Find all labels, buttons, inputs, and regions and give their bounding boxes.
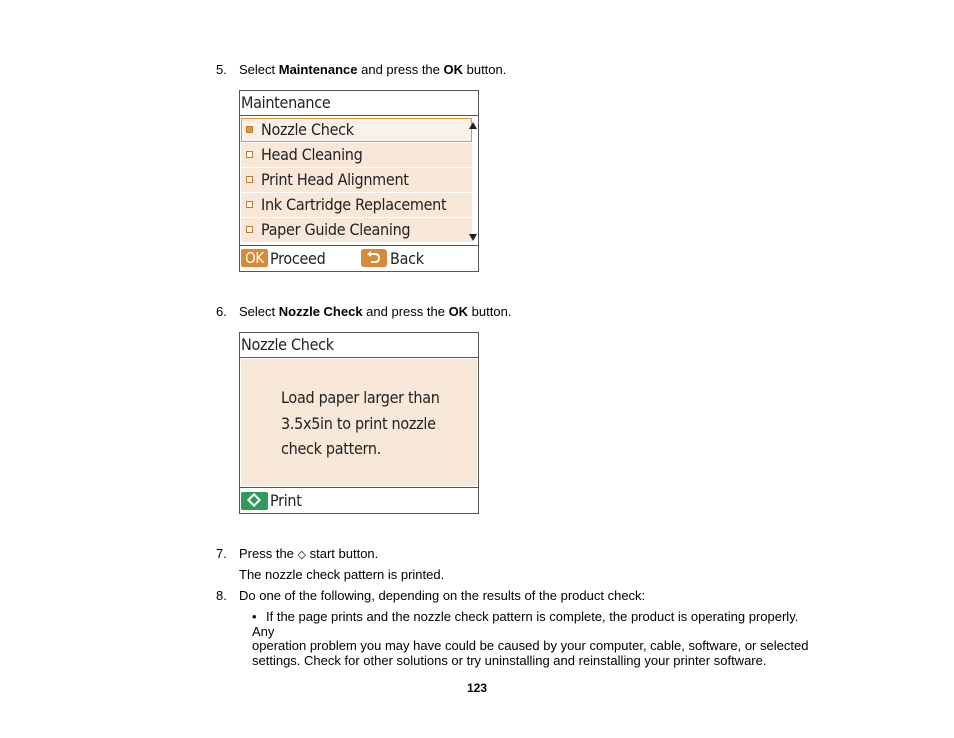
maintenance-screen — [239, 90, 479, 272]
start-diamond-icon: ◇ — [297, 548, 306, 561]
step-text: Do one of the following, depending on the results of the product check: — [239, 588, 646, 603]
menu-item-ink-cartridge-replacement[interactable] — [241, 193, 472, 217]
screen-title: Nozzle Check — [240, 333, 478, 358]
step-bold-term: OK — [448, 304, 469, 319]
message-line: Load paper larger than — [281, 388, 440, 407]
nozzle-check-screen — [239, 332, 479, 514]
menu-item-head-cleaning[interactable] — [241, 143, 472, 167]
menu-item-label: Nozzle Check — [261, 120, 354, 139]
proceed-label: Proceed — [270, 249, 326, 268]
step-text: start button. — [306, 546, 379, 561]
scroll-down-arrow-icon[interactable] — [469, 234, 477, 241]
step-5 — [216, 62, 506, 78]
message-line: 3.5x5in to print nozzle — [281, 413, 436, 433]
step-bold-term: Maintenance — [278, 62, 358, 77]
square-icon — [246, 226, 253, 233]
menu-item-paper-guide-cleaning[interactable] — [241, 218, 472, 242]
step-bold-term: OK — [443, 62, 463, 77]
screen-title: Maintenance — [240, 91, 478, 116]
step-7-note: The nozzle check pattern is printed. — [239, 567, 445, 582]
scroll-up-arrow-icon[interactable] — [469, 122, 477, 129]
return-arrow-icon — [361, 249, 387, 267]
step-bold-term: Nozzle Check — [278, 304, 363, 319]
screen-footer — [240, 487, 478, 513]
back-label: Back — [390, 249, 424, 268]
step-number: 5. — [216, 62, 227, 77]
step-number: 8. — [216, 588, 227, 603]
start-diamond-icon — [247, 493, 261, 507]
bullet-line: operation problem you may have could be caused by your computer, cable, software, or selected — [252, 638, 809, 653]
message-line: check pattern. — [281, 439, 381, 458]
maintenance-menu — [240, 118, 472, 243]
menu-item-label: Print Head Alignment — [261, 170, 409, 189]
step-text: Press the — [239, 546, 298, 561]
start-button-icon[interactable] — [241, 492, 268, 510]
square-icon — [246, 151, 253, 158]
menu-item-nozzle-check[interactable] — [241, 118, 472, 142]
bullet-line: settings. Check for other solutions or try uninstalling and reinstalling your printer software. — [252, 652, 767, 668]
step-number: 7. — [216, 546, 227, 561]
ok-button-icon[interactable]: OK — [241, 249, 268, 267]
step-text: Select — [239, 62, 279, 77]
bullet-line: If the page prints and the nozzle check pattern is complete, the product is operating properly. Any — [252, 609, 799, 639]
back-button-icon[interactable] — [361, 249, 387, 267]
message-area — [241, 359, 477, 486]
menu-item-label: Paper Guide Cleaning — [261, 220, 411, 239]
bullet-paragraph — [252, 610, 812, 668]
bullet-point: • — [252, 609, 257, 624]
step-text: button. — [468, 304, 512, 319]
step-text: and press the — [362, 304, 449, 319]
step-8 — [216, 588, 645, 604]
print-label: Print — [270, 491, 302, 510]
square-icon — [246, 201, 253, 208]
step-text: and press the — [357, 62, 444, 77]
page-number: 123 — [466, 681, 488, 695]
step-7 — [216, 546, 378, 563]
step-6 — [216, 304, 511, 320]
step-text: Select — [239, 304, 279, 319]
square-icon — [246, 176, 253, 183]
selected-square-icon — [246, 126, 253, 133]
screen-footer — [240, 245, 478, 271]
step-number: 6. — [216, 304, 227, 319]
screen-message — [281, 385, 461, 462]
step-text: button. — [463, 62, 507, 77]
menu-item-label: Head Cleaning — [261, 145, 363, 164]
menu-item-print-head-alignment[interactable] — [241, 168, 472, 192]
menu-item-label: Ink Cartridge Replacement — [261, 195, 447, 214]
